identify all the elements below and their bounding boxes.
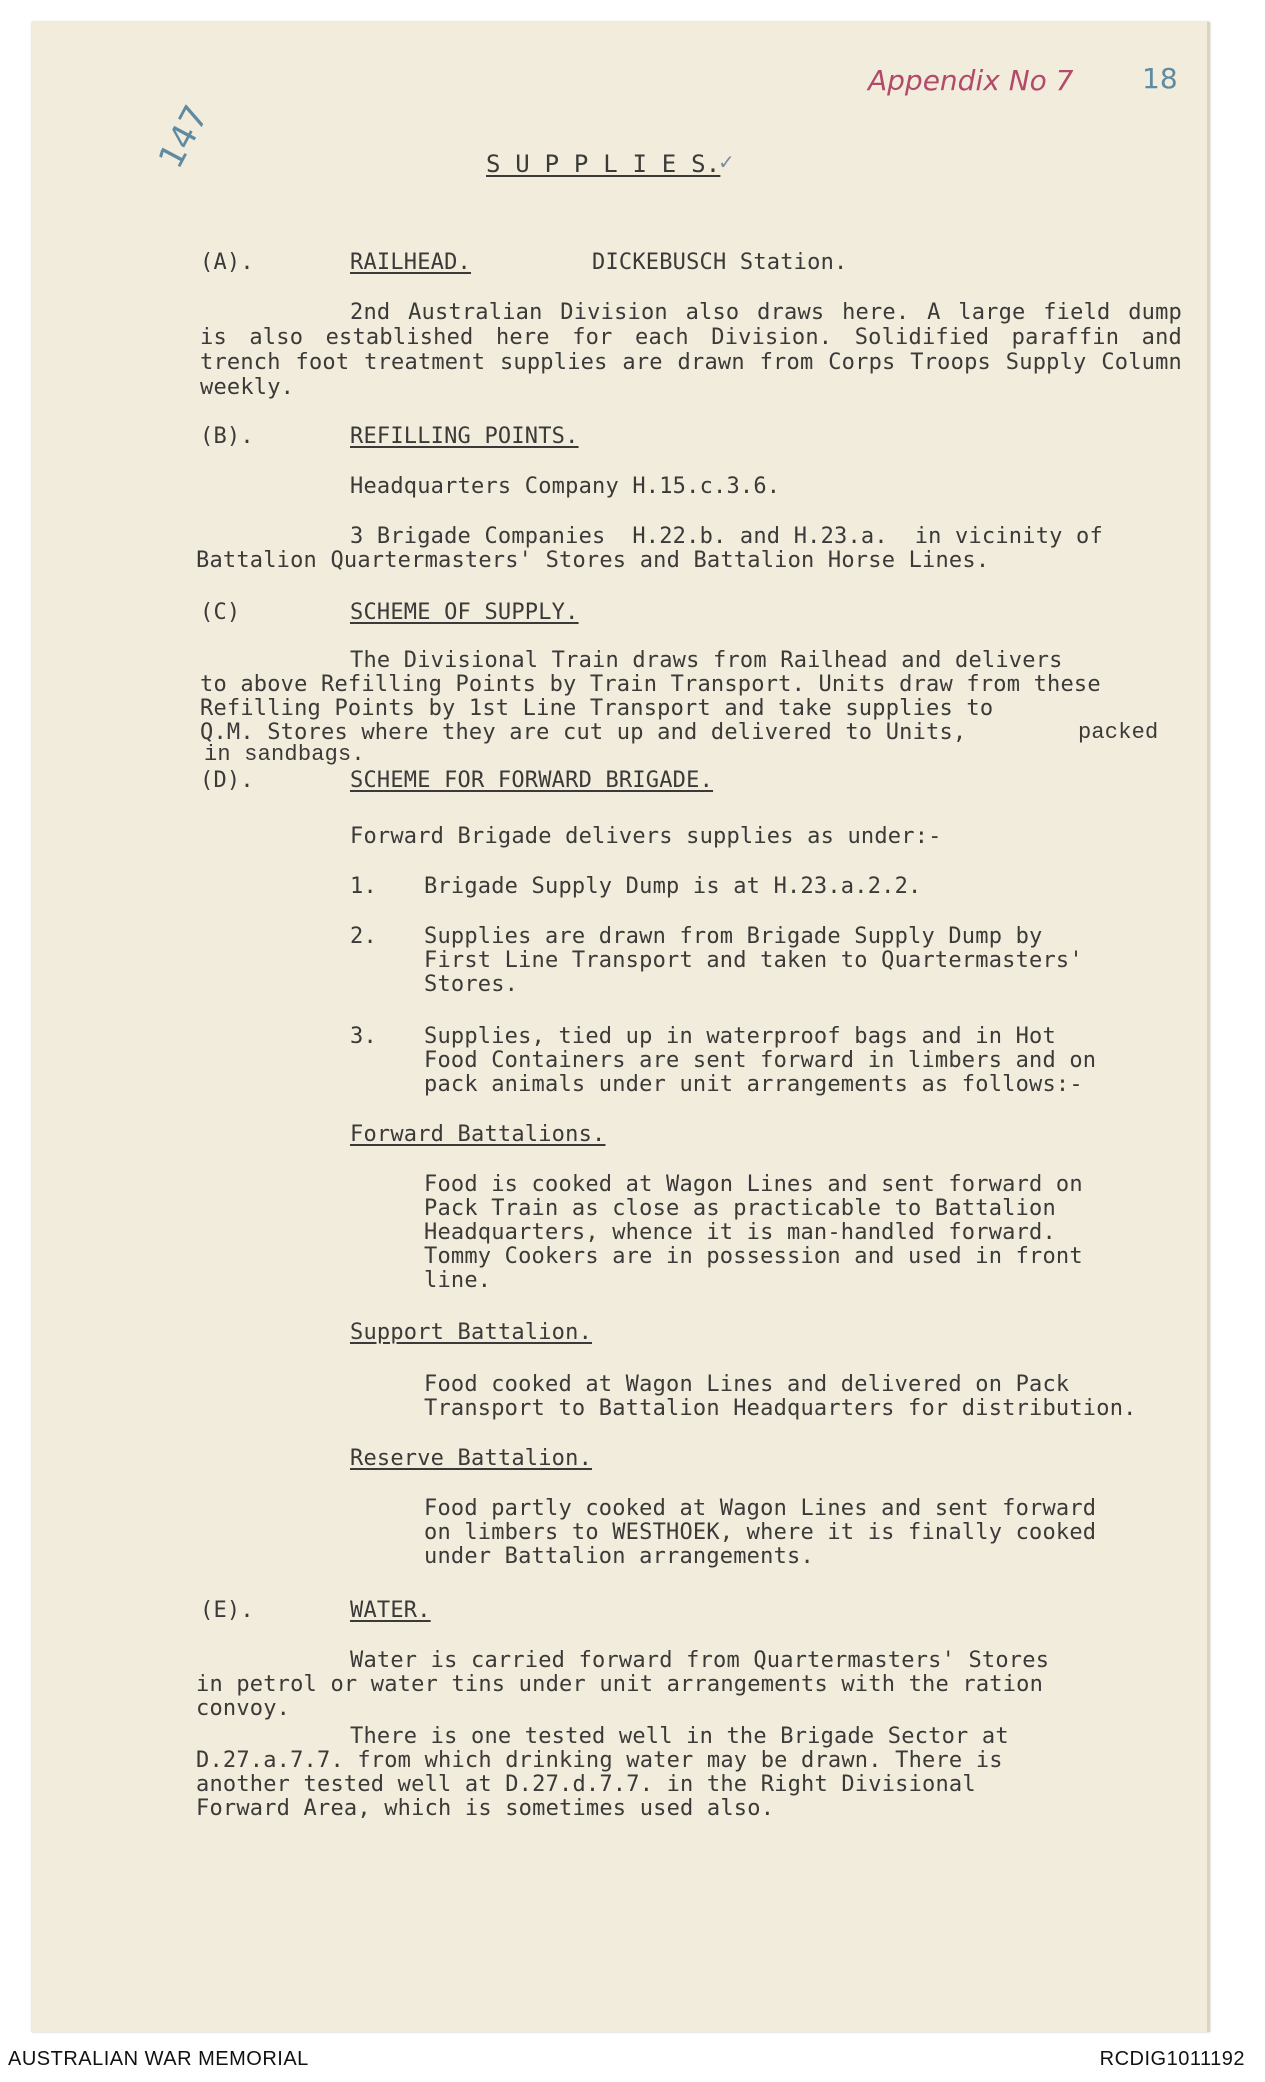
section-e-line: There is one tested well in the Brigade Sector at [350,1724,1009,1749]
page-number: 18 [1142,62,1178,95]
list-item: pack animals under unit arrangements as follows:- [424,1072,1083,1097]
subsection-heading-reserve: Reserve Battalion. [350,1446,593,1471]
section-e-line: D.27.a.7.7. from which drinking water may be drawn. There is [196,1748,1003,1773]
section-c-line1: The Divisional Train draws from Railhead and delivers [350,648,1063,673]
subsection-line: Food cooked at Wagon Lines and delivered on Pack [424,1372,1070,1397]
list-item: Food Containers are sent forward in limbers and on [424,1048,1097,1073]
section-d-heading: SCHEME FOR FORWARD BRIGADE. [350,768,714,793]
section-e-line: convoy. [196,1696,291,1721]
section-d-label: (D). [200,768,254,793]
list-item: Supplies, tied up in waterproof bags and in Hot [424,1024,1056,1049]
section-b-line2: Battalion Quartermasters' Stores and Battalion Horse Lines. [196,548,990,573]
subsection-line: Headquarters, whence it is man-handled forward. [424,1220,1056,1245]
list-item-number: 2. [350,924,377,949]
section-e-line: in petrol or water tins under unit arrangements with the ration [196,1672,1044,1697]
list-item-number: 3. [350,1024,377,1049]
subsection-heading-support: Support Battalion. [350,1320,593,1345]
section-c-line2: to above Refilling Points by Train Transport. Units draw from these [200,672,1101,697]
appendix-annotation: Appendix No 7 [868,64,1074,97]
section-a-heading: RAILHEAD. [350,250,472,275]
section-c-line3: Refilling Points by 1st Line Transport and take supplies to [200,696,994,721]
section-b-label: (B). [200,424,254,449]
list-item: First Line Transport and taken to Quartermasters' [424,948,1083,973]
subsection-line: Pack Train as close as practicable to Battalion [424,1196,1056,1221]
list-item: Brigade Supply Dump is at H.23.a.2.2. [424,874,922,899]
list-item-number: 1. [350,874,377,899]
section-c-line4: Q.M. Stores where they are cut up and delivered to Units, [200,720,967,745]
section-e-line: Forward Area, which is sometimes used also. [196,1796,775,1821]
section-a-paragraph: 2nd Australian Division also draws here. A large field dump is also established here for each Division. Solidified paraffin and trench foot treatment supplies are drawn from Corps Troops Supply Column weekly. [200,300,1182,400]
footer-record-id: RCDIG1011192 [1099,2048,1245,2070]
check-mark-icon: ✓ [718,150,735,174]
section-c-added-sandbags: in sandbags. [204,742,365,767]
section-a-location: DICKEBUSCH Station. [592,250,848,275]
subsection-heading-forward: Forward Battalions. [350,1122,606,1147]
section-d-intro: Forward Brigade delivers supplies as under:- [350,824,942,849]
page-title: S U P P L I E S. [486,150,721,178]
subsection-line: Food is cooked at Wagon Lines and sent forward on [424,1172,1083,1197]
subsection-line: Transport to Battalion Headquarters for distribution. [424,1396,1137,1421]
section-b-hq: Headquarters Company H.15.c.3.6. [350,474,781,499]
section-b-heading: REFILLING POINTS. [350,424,579,449]
section-e-line: Water is carried forward from Quartermasters' Stores [350,1648,1050,1673]
section-c-added-packed: packed [1078,720,1159,745]
section-e-heading: WATER. [350,1598,431,1623]
section-c-label: (C) [200,600,241,625]
subsection-line: Tommy Cookers are in possession and used in front [424,1244,1083,1269]
section-a-label: (A). [200,250,254,275]
section-b-line1: 3 Brigade Companies H.22.b. and H.23.a. in vicinity of [350,524,1103,549]
subsection-line: under Battalion arrangements. [424,1544,814,1569]
list-item: Supplies are drawn from Brigade Supply Dump by [424,924,1043,949]
list-item: Stores. [424,972,519,997]
section-e-line: another tested well at D.27.d.7.7. in the Right Divisional [196,1772,976,1797]
folio-number: 147 [150,98,217,176]
footer-archive-name: AUSTRALIAN WAR MEMORIAL [8,2048,309,2070]
subsection-line: Food partly cooked at Wagon Lines and sent forward [424,1496,1097,1521]
section-c-heading: SCHEME OF SUPPLY. [350,600,579,625]
section-e-label: (E). [200,1598,254,1623]
subsection-line: on limbers to WESTHOEK, where it is finally cooked [424,1520,1097,1545]
subsection-line: line. [424,1268,492,1293]
